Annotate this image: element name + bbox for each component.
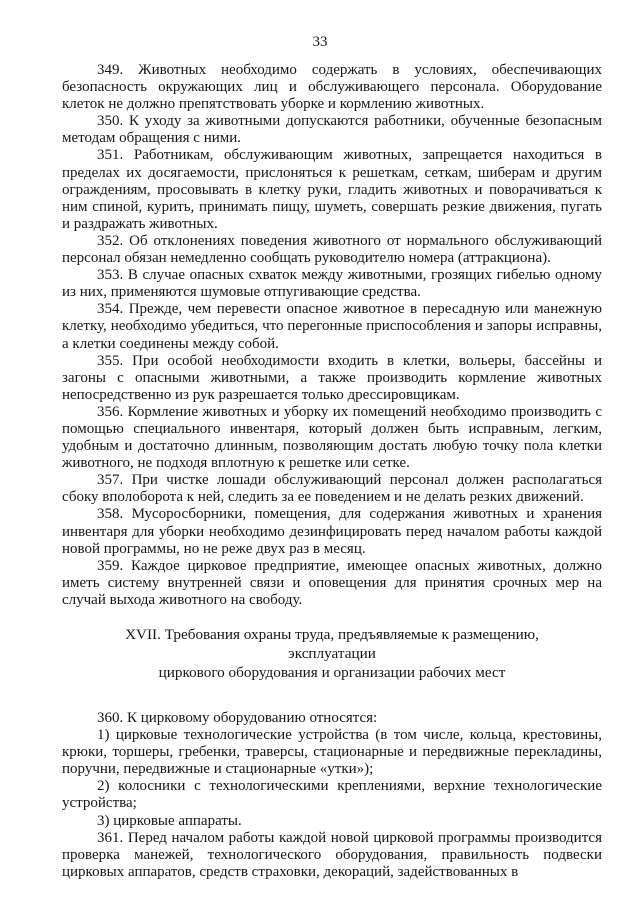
list-item-3: 3) цирковые аппараты. xyxy=(97,812,242,829)
paragraph-351: 351. Работникам, обслуживающим животных, запрещается находиться в пределах их досягаемости, прислоняться к решеткам, сеткам, шиберам и другим ограждениям, просовывать в клетку руки, гладить животных и поворачиваться к ним спиной, курить, принимать пищу, шуметь, совершать резкие движения, пугать и раздражать животных. xyxy=(62,147,602,232)
paragraph-359: 359. Каждое цирковое предприятие, имеющее опасных животных, должно иметь систему внутренней связи и оповещения для принятия срочных мер на случай выхода животного на свободу. xyxy=(62,557,602,608)
paragraph-355: 355. При особой необходимости входить в клетки, вольеры, бассейны и загоны с опасными животными, а также производить кормление животных непосредственно из рук разрешается только дрессировщикам. xyxy=(62,352,602,403)
paragraph-353: 353. В случае опасных схваток между животными, грозящих гибелью одному из них, применяются шумовые отпугивающие средства. xyxy=(62,267,602,301)
paragraph-358: 358. Мусоросборники, помещения, для содержания животных и хранения инвентаря для уборки необходимо дезинфицировать перед началом работы каждой новой программы, но не реже двух раз в месяц. xyxy=(62,506,602,557)
page-number: 33 xyxy=(312,34,328,50)
section-heading-line-2: циркового оборудования и организации рабочих мест xyxy=(158,664,506,681)
paragraph-361: 361. Перед началом работы каждой новой цирковой программы производится проверка манежей, технологического оборудования, правильность подвески цирковых аппаратов, средств страховки, декораций, задействованных в xyxy=(62,829,602,880)
paragraph-349: 349. Животных необходимо содержать в условиях, обеспечивающих безопасность окружающих лиц и обслуживающего персонала. Оборудование клеток не должно препятствовать уборке и кормлению животных. xyxy=(62,62,602,113)
paragraph-357: 357. При чистке лошади обслуживающий персонал должен располагаться сбоку вполоборота к ней, следить за ее поведением и не делать резких движений. xyxy=(62,472,602,506)
paragraph-354: 354. Прежде, чем перевести опасное животное в пересадную или манежную клетку, необходимо убедиться, что перегонные приспособления и запоры исправны, а клетки соединены между собой. xyxy=(62,301,602,352)
paragraph-352: 352. Об отклонениях поведения животного от нормального обслуживающий персонал обязан немедленно сообщать руководителю номера (аттракциона). xyxy=(62,232,602,267)
paragraph-356: 356. Кормление животных и уборку их помещений необходимо производить с помощью специального инвентаря, который должен быть исправным, легким, удобным и достаточно длинным, позволяющим достать любую точку пола клетки животного, не подходя вплотную к решетке или сетке. xyxy=(62,403,602,472)
section-heading-line-1: XVII. Требования охраны труда, предъявляемые к размещению, эксплуатации xyxy=(125,626,539,662)
document-body xyxy=(62,62,602,881)
paragraph-360: 360. К цирковому оборудованию относятся: xyxy=(97,710,378,726)
list-item-2: 2) колосники с технологическими креплениями, верхние технологические устройства; xyxy=(62,778,602,812)
section-heading xyxy=(62,625,602,682)
paragraph-350: 350. К уходу за животными допускаются работники, обученные безопасным методам обращения с ними. xyxy=(62,113,602,147)
list-item-1: 1) цирковые технологические устройства (в том числе, кольца, крестовины, крюки, торшеры, гребенки, траверсы, стационарные и передвижные перекладины, поручни, передвижные и стационарные «утки»); xyxy=(62,727,602,778)
